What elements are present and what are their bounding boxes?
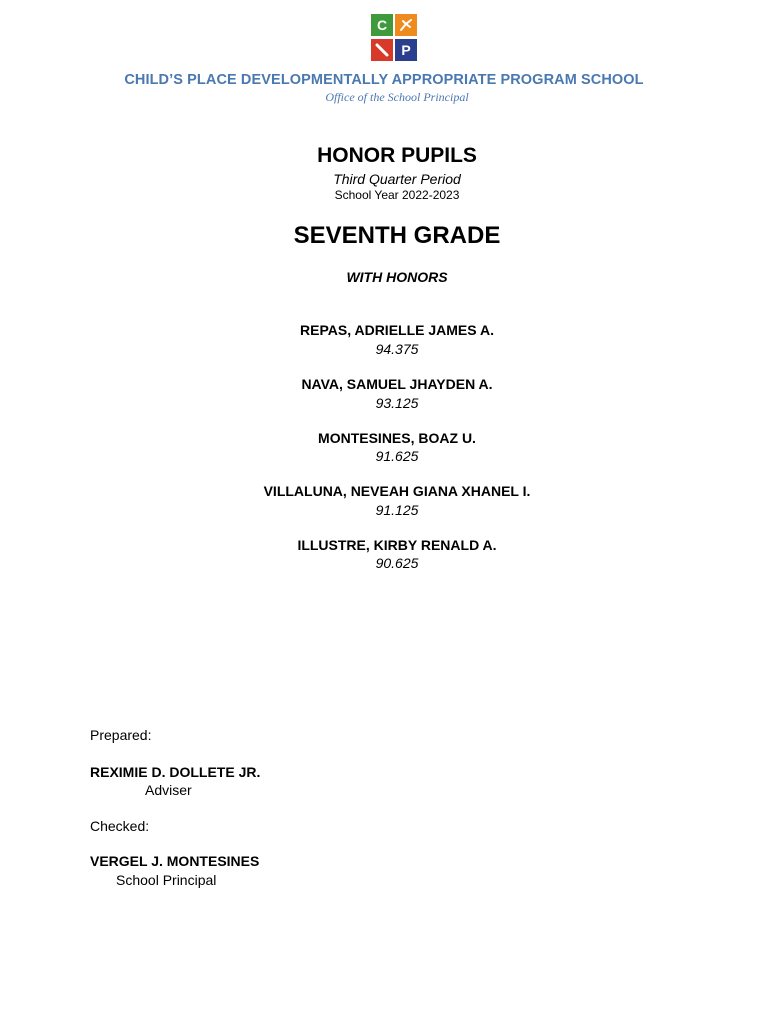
school-year: School Year 2022-2023 [334, 188, 460, 202]
honor-category: WITH HONORS [346, 269, 448, 285]
prepared-label: Prepared: [90, 727, 152, 743]
checked-label: Checked: [90, 818, 150, 834]
checked-by-name: VERGEL J. MONTESINES [90, 853, 260, 869]
logo-pencil-icon [374, 42, 390, 58]
grade-heading: SEVENTH GRADE [293, 222, 501, 249]
logo-figure-tile [395, 14, 417, 36]
logo-c-tile: C [371, 14, 393, 36]
honor-pupil-grade: 90.625 [375, 555, 419, 571]
honor-pupil-grade: 91.125 [375, 502, 419, 518]
checked-by-role: School Principal [116, 872, 217, 888]
prepared-by-role: Adviser [145, 782, 192, 798]
logo-pencil-tile [371, 39, 393, 61]
logo-figure-icon [398, 17, 414, 33]
honor-pupil-name: ILLUSTRE, KIRBY RENALD A. [297, 537, 497, 553]
honor-pupil-name: REPAS, ADRIELLE JAMES A. [300, 322, 494, 338]
document-title: HONOR PUPILS [317, 144, 477, 167]
honor-pupil-grade: 93.125 [375, 395, 419, 411]
honor-pupil-grade: 91.625 [375, 448, 419, 464]
honor-pupil-name: MONTESINES, BOAZ U. [318, 430, 476, 446]
logo-p-tile: P [395, 39, 417, 61]
prepared-by-name: REXIMIE D. DOLLETE JR. [90, 764, 261, 780]
honor-pupil-name: VILLALUNA, NEVEAH GIANA XHANEL I. [263, 483, 531, 499]
school-logo [371, 14, 417, 61]
honor-pupil-name: NAVA, SAMUEL JHAYDEN A. [301, 376, 493, 392]
period-label: Third Quarter Period [333, 171, 461, 187]
honor-pupil-grade: 94.375 [375, 341, 419, 357]
office-subtitle: Office of the School Principal [325, 90, 469, 104]
school-name: CHILD’S PLACE DEVELOPMENTALLY APPROPRIATE PROGRAM SCHOOL [124, 72, 644, 88]
